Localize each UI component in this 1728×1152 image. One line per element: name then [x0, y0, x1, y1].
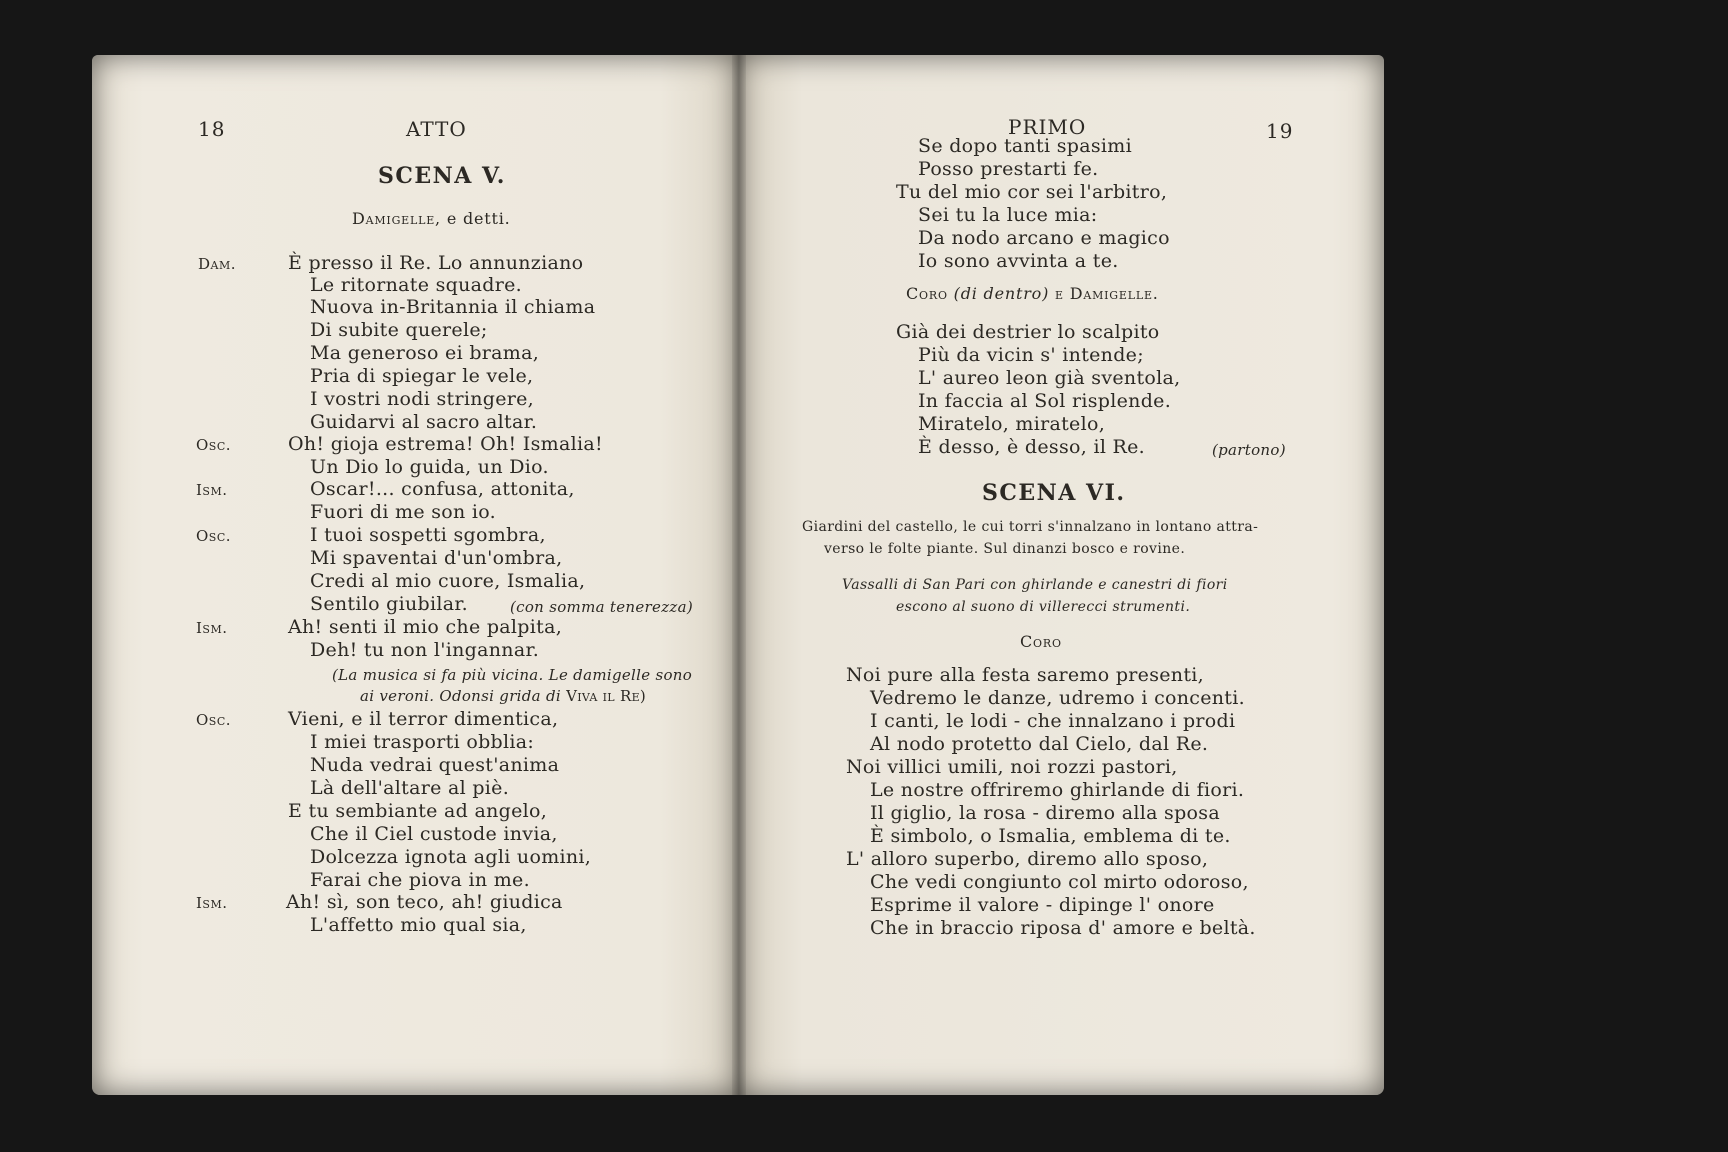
- verse-line: Sei tu la luce mia:: [918, 204, 1098, 226]
- chorus-line: Le nostre offriremo ghirlande di fiori.: [870, 779, 1245, 801]
- book-gutter: [732, 55, 746, 1095]
- setting-description: Giardini del castello, le cui torri s'innalzano in lontano attra-: [802, 519, 1259, 535]
- verse-line: È presso il Re. Lo annunziano: [288, 252, 584, 274]
- chorus-line: Noi villici umili, noi rozzi pastori,: [846, 756, 1178, 778]
- verse-line: Di subite querele;: [310, 319, 488, 341]
- verse-line: È desso, è desso, il Re.: [918, 436, 1146, 458]
- verse-line: Un Dio lo guida, un Dio.: [310, 456, 549, 478]
- verse-line: Da nodo arcano e magico: [918, 227, 1170, 249]
- verse-line: Già dei destrier lo scalpito: [896, 321, 1160, 343]
- verse-line: Ma generoso ei brama,: [310, 342, 540, 364]
- chorus-line: Esprime il valore - dipinge l' onore: [870, 894, 1215, 916]
- verse-line: Le ritornate squadre.: [310, 274, 523, 296]
- verse-line: L' aureo leon già sventola,: [918, 367, 1181, 389]
- right-page: [738, 55, 1384, 1095]
- verse-line: Vieni, e il terror dimentica,: [288, 708, 559, 730]
- chorus-heading: Coro (di dentro) e Damigelle.: [906, 284, 1159, 303]
- verse-line: Fuori di me son io.: [310, 501, 497, 523]
- verse-line: Io sono avvinta a te.: [918, 250, 1119, 272]
- stage-direction: ai veroni. Odonsi grida di Viva il Re): [360, 687, 647, 705]
- verse-line: Dolcezza ignota agli uomini,: [310, 846, 592, 868]
- chorus-line: Che in braccio riposa d' amore e beltà.: [870, 917, 1256, 939]
- verse-line: Se dopo tanti spasimi: [918, 135, 1132, 157]
- chorus-label: Coro: [1020, 632, 1062, 651]
- verse-line: Nuda vedrai quest'anima: [310, 754, 560, 776]
- verse-line: I vostri nodi stringere,: [310, 388, 535, 410]
- running-head: ATTO: [406, 117, 467, 141]
- chorus-line: Noi pure alla festa saremo presenti,: [846, 664, 1204, 686]
- page-number: 18: [198, 117, 226, 141]
- verse-line: Oh! gioja estrema! Oh! Ismalia!: [288, 433, 603, 455]
- characters-caps: Damigelle: [352, 209, 436, 228]
- verse-line: I miei trasporti obblia:: [310, 731, 535, 753]
- verse-line: Nuova in-Britannia il chiama: [310, 296, 596, 318]
- speaker-label: Osc.: [196, 436, 232, 454]
- speaker-label: Ism.: [196, 619, 228, 637]
- verse-line: Più da vicin s' intende;: [918, 344, 1144, 366]
- verse-line: L'affetto mio qual sia,: [310, 914, 527, 936]
- chorus-line: Che vedi congiunto col mirto odoroso,: [870, 871, 1249, 893]
- verse-line: I tuoi sospetti sgombra,: [310, 524, 546, 546]
- characters-rest: , e detti.: [435, 209, 511, 228]
- verse-line: Credi al mio cuore, Ismalia,: [310, 570, 586, 592]
- running-head: PRIMO: [1008, 115, 1087, 139]
- verse-line: In faccia al Sol risplende.: [918, 390, 1172, 412]
- verse-line: Deh! tu non l'ingannar.: [310, 639, 540, 661]
- left-page: [92, 55, 738, 1095]
- characters-line: [352, 209, 511, 228]
- chorus-line: I canti, le lodi - che innalzano i prodi: [870, 710, 1236, 732]
- verse-line: Pria di spiegar le vele,: [310, 365, 534, 387]
- speaker-label: Osc.: [196, 711, 232, 729]
- page-number: 19: [1266, 119, 1294, 143]
- speaker-label: Osc.: [196, 527, 232, 545]
- verse-line: Miratelo, miratelo,: [918, 413, 1106, 435]
- verse-line: Ah! senti il mio che palpita,: [288, 616, 563, 638]
- speaker-label: Dam.: [198, 255, 237, 273]
- verse-line: Oscar!... confusa, attonita,: [310, 478, 575, 500]
- chorus-line: È simbolo, o Ismalia, emblema di te.: [870, 825, 1231, 847]
- chorus-line: L' alloro superbo, diremo allo sposo,: [846, 848, 1209, 870]
- chorus-line: Al nodo protetto dal Cielo, dal Re.: [870, 733, 1209, 755]
- verse-line: Farai che piova in me.: [310, 869, 530, 891]
- chorus-line: Vedremo le danze, udremo i concenti.: [870, 687, 1245, 709]
- speaker-label: Ism.: [196, 894, 228, 912]
- scene-title: SCENA VI.: [982, 480, 1126, 506]
- speaker-label: Ism.: [196, 481, 228, 499]
- stage-direction: (partono): [1212, 441, 1286, 459]
- entrance-direction: escono al suono di villerecci strumenti.: [896, 599, 1191, 615]
- verse-line: Sentilo giubilar.: [310, 593, 469, 615]
- scene-title: SCENA V.: [378, 163, 506, 189]
- verse-line: Che il Ciel custode invia,: [310, 823, 558, 845]
- verse-line: Posso prestarti fe.: [918, 158, 1099, 180]
- verse-line: Guidarvi al sacro altar.: [310, 411, 538, 433]
- verse-line: Mi spaventai d'un'ombra,: [310, 547, 563, 569]
- verse-line: Là dell'altare al piè.: [310, 777, 510, 799]
- verse-line: E tu sembiante ad angelo,: [288, 800, 548, 822]
- verse-line: Tu del mio cor sei l'arbitro,: [896, 181, 1168, 203]
- setting-description: verso le folte piante. Sul dinanzi bosco e rovine.: [824, 541, 1186, 557]
- entrance-direction: Vassalli di San Pari con ghirlande e canestri di fiori: [842, 577, 1228, 593]
- verse-line: Ah! sì, son teco, ah! giudica: [286, 891, 563, 913]
- stage-direction: (con somma tenerezza): [510, 598, 693, 616]
- stage-direction: (La musica si fa più vicina. Le damigelle sono: [332, 666, 693, 684]
- chorus-line: Il giglio, la rosa - diremo alla sposa: [870, 802, 1220, 824]
